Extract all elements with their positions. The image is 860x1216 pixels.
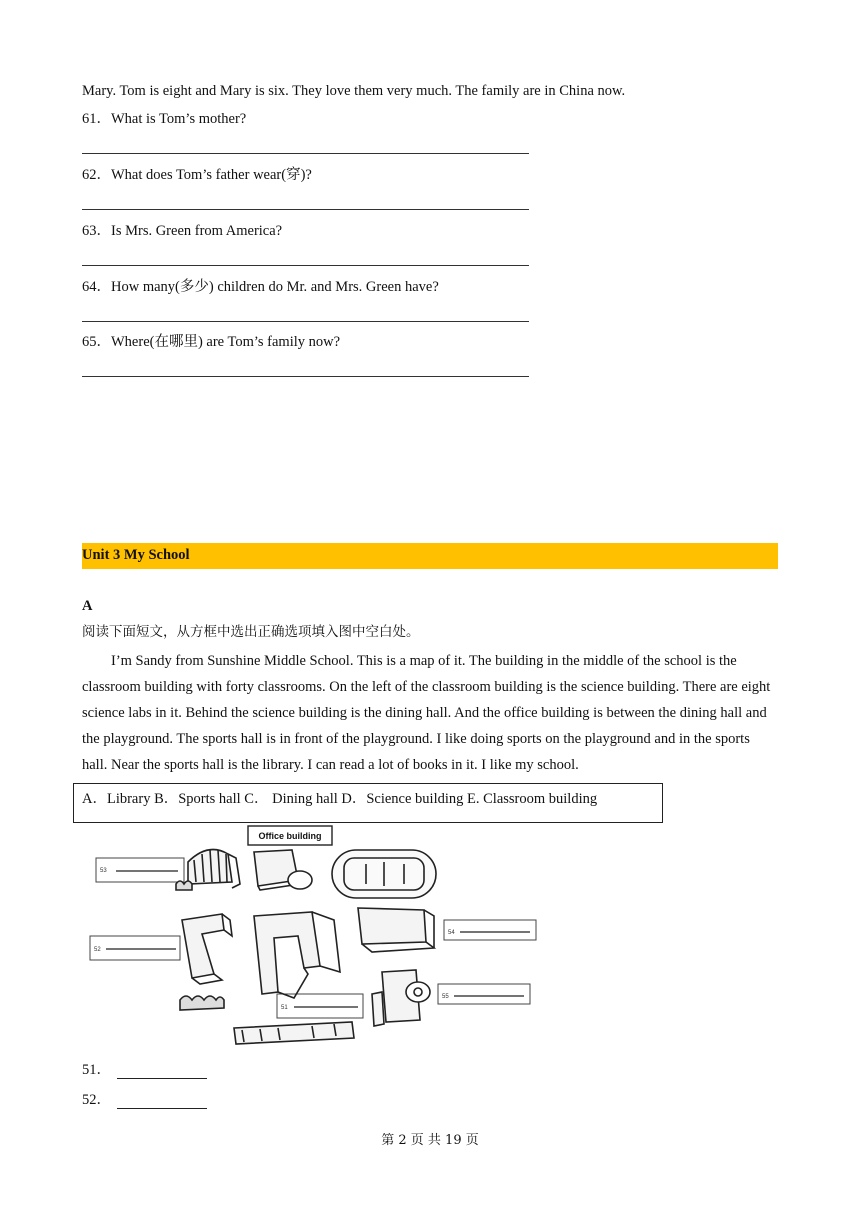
unit-heading: Unit 3 My School — [82, 543, 778, 569]
slot-52-number: 52 — [94, 947, 101, 953]
answer-line-65[interactable] — [82, 376, 529, 377]
section-label: A — [82, 598, 93, 614]
reading-passage: I’m Sandy from Sunshine Middle School. This is a map of it. The building in the middle of the school is the classroom building with forty classrooms. On the left of the classroom building is the science building. There are eight science labs in it. Behind the science building is the dining hall. And the office building is between the dining hall and the playground. The sports hall is in front of the playground. I like doing sports on the playground and in the sports hall. Near the sports hall is the library. I can read a lot of books in it. I like my school. — [82, 653, 771, 773]
question-64 — [82, 278, 439, 296]
question-text: How many(多少) children do Mr. and Mrs. Green have? — [111, 279, 439, 295]
question-62 — [82, 166, 312, 184]
answer-number: 52． — [82, 1092, 111, 1108]
answer-line-63[interactable] — [82, 265, 529, 266]
question-65 — [82, 333, 340, 351]
answer-51 — [82, 1061, 207, 1079]
answer-line-62[interactable] — [82, 209, 529, 210]
question-number: 61． — [82, 111, 111, 127]
slot-54-number: 54 — [448, 930, 455, 936]
answer-blank-51[interactable] — [117, 1064, 207, 1079]
question-number: 64． — [82, 279, 111, 295]
office-building-label: Office building — [258, 831, 322, 841]
question-text: What is Tom’s mother? — [111, 111, 247, 127]
question-text: Where(在哪里) are Tom’s family now? — [111, 334, 341, 350]
question-text: What does Tom’s father wear(穿)? — [111, 167, 312, 183]
question-63 — [82, 222, 282, 240]
school-map-drawing — [82, 824, 542, 1050]
question-number: 62． — [82, 167, 111, 183]
slot-55-number: 55 — [442, 994, 449, 1000]
instruction: 阅读下面短文，从方框中选出正确选项填入图中空白处。 — [82, 624, 420, 640]
answer-line-64[interactable] — [82, 321, 529, 322]
question-text: Is Mrs. Green from America? — [111, 223, 283, 239]
answer-blank-52[interactable] — [117, 1094, 207, 1109]
answer-line-61[interactable] — [82, 153, 529, 154]
slot-51-number: 51 — [281, 1005, 288, 1011]
school-map — [82, 824, 542, 1050]
answer-number: 51． — [82, 1062, 111, 1078]
question-61 — [82, 110, 246, 128]
question-number: 63． — [82, 223, 111, 239]
slot-53-number: 53 — [100, 868, 107, 874]
answer-52 — [82, 1091, 207, 1109]
page-footer: 第 2 页 共 19 页 — [381, 1133, 479, 1148]
options-list: A．Library B．Sports hall C． Dining hall D．Science building E. Classroom building — [82, 791, 598, 807]
question-number: 65． — [82, 334, 111, 350]
passage-tail: Mary. Tom is eight and Mary is six. They love them very much. The family are in China now. — [82, 83, 626, 99]
